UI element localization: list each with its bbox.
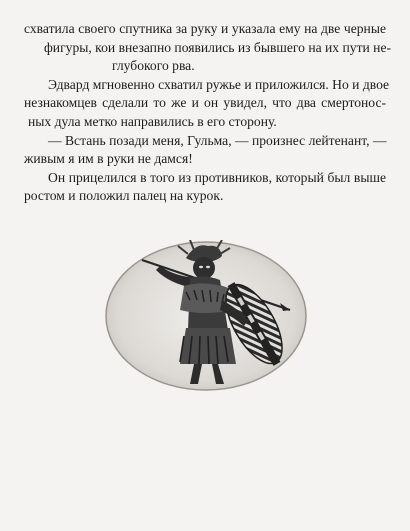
illustration-oval: [104, 240, 308, 392]
text-line: ростом и положил палец на курок.: [24, 188, 224, 204]
paragraph: [24, 169, 386, 206]
paragraph: [24, 132, 386, 169]
text-line: фигуры, кои внезапно появились из бывшего на их пути не-: [44, 39, 392, 55]
page-text: [24, 20, 392, 206]
text-line: ных дула метко направились в его сторону.: [28, 113, 277, 129]
paragraph: [24, 20, 392, 76]
text-line: живым я им в руки не дамся!: [24, 151, 193, 167]
warrior-head: [193, 257, 215, 279]
warrior-illustration: [104, 240, 308, 392]
text-line: — Встань позади меня, Гульма, — произнес лейтенант, —: [48, 132, 387, 148]
text-line: Эдвард мгновенно схватил ружье и приложился. Но и двое: [48, 76, 390, 92]
text-line: глубокого рва.: [112, 58, 195, 74]
text-line: незнакомцев сделали то же и он увидел, что два смертонос-: [24, 95, 386, 111]
paragraph: [24, 76, 390, 132]
text-line: Он прицелился в того из противников, который был выше: [48, 169, 386, 185]
text-line: схватила своего спутника за руку и указала ему на две черные: [24, 21, 386, 36]
